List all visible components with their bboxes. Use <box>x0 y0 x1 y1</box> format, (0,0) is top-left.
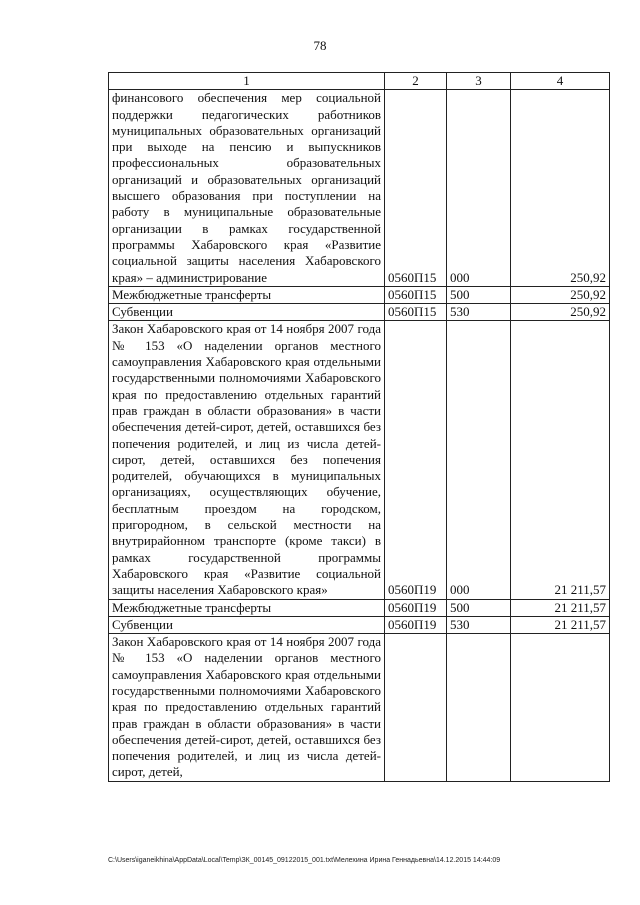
table-row <box>109 286 610 303</box>
row-amount: 21 211,57 <box>511 321 610 599</box>
row-amount: 250,92 <box>511 90 610 287</box>
row-amount: 250,92 <box>511 304 610 321</box>
table-row <box>109 634 610 782</box>
row-amount <box>511 634 610 782</box>
row-expense-type: 500 <box>447 599 511 616</box>
row-expense-type <box>447 634 511 782</box>
row-amount: 21 211,57 <box>511 616 610 633</box>
row-description: Закон Хабаровского края от 14 ноября 2007 года № 153 «О наделении органов местного самоуправления Хабаровского края отдельными государственными полномочиями Хабаровского края по предоставлению отдельных гарантий прав граждан в области образования» в части обеспечения детей-сирот, детей, оставшихся без попечения родителей, и лиц из числа детей-сирот, детей, оставшихся без попечения родителей, обучающихся в муниципальных организациях, осуществляющих обучение, бесплатным проездом на городском, пригородном, в сельской местности на внутрирайонном транспорте (кроме такси) в рамках государственной программы Хабаровского края «Развитие социальной защиты населения Хабаровского края» <box>109 321 385 599</box>
page-number: 78 <box>313 38 327 53</box>
header-col-2: 2 <box>385 73 447 90</box>
row-description: Субвенции <box>109 616 385 633</box>
table-row <box>109 90 610 287</box>
row-expense-type: 530 <box>447 304 511 321</box>
row-expense-type: 500 <box>447 286 511 303</box>
row-expense-type: 000 <box>447 90 511 287</box>
row-target-code: 0560П19 <box>385 321 447 599</box>
row-amount: 21 211,57 <box>511 599 610 616</box>
row-amount: 250,92 <box>511 286 610 303</box>
footer-file-path: C:\Users\iganeikhina\AppData\Local\Temp\ЗК_00145_09122015_001.txt\Мелехина Ирина Геннадьевна\14.12.2015 14:44:09 <box>108 857 501 864</box>
header-col-4: 4 <box>511 73 610 90</box>
budget-table <box>108 72 610 782</box>
row-target-code: 0560П15 <box>385 90 447 287</box>
row-target-code: 0560П19 <box>385 599 447 616</box>
row-target-code: 0560П15 <box>385 286 447 303</box>
row-description: Субвенции <box>109 304 385 321</box>
row-target-code: 0560П19 <box>385 616 447 633</box>
header-col-3: 3 <box>447 73 511 90</box>
header-col-1: 1 <box>109 73 385 90</box>
table-row <box>109 304 610 321</box>
row-description: Межбюджетные трансферты <box>109 286 385 303</box>
row-expense-type: 530 <box>447 616 511 633</box>
table-row <box>109 599 610 616</box>
row-description: Межбюджетные трансферты <box>109 599 385 616</box>
row-description: финансового обеспечения мер социальной поддержки педагогических работников муниципальных образовательных организаций при выходе на пенсию и выпускников профессиональных образовательных организаций и образовательных организаций высшего образования при поступлении на работу в муниципальные образовательные организации в рамках государственной программы Хабаровского края «Развитие социальной защиты населения Хабаровского края» – администрирование <box>109 90 385 287</box>
row-description: Закон Хабаровского края от 14 ноября 2007 года № 153 «О наделении органов местного самоуправления Хабаровского края отдельными государственными полномочиями Хабаровского края по предоставлению отдельных гарантий прав граждан в области образования» в части обеспечения детей-сирот, детей, оставшихся без попечения родителей, и лиц из числа детей-сирот, детей, <box>109 634 385 782</box>
table-row <box>109 616 610 633</box>
table-row <box>109 321 610 599</box>
row-expense-type: 000 <box>447 321 511 599</box>
row-target-code <box>385 634 447 782</box>
row-target-code: 0560П15 <box>385 304 447 321</box>
table-header-row <box>109 73 610 90</box>
